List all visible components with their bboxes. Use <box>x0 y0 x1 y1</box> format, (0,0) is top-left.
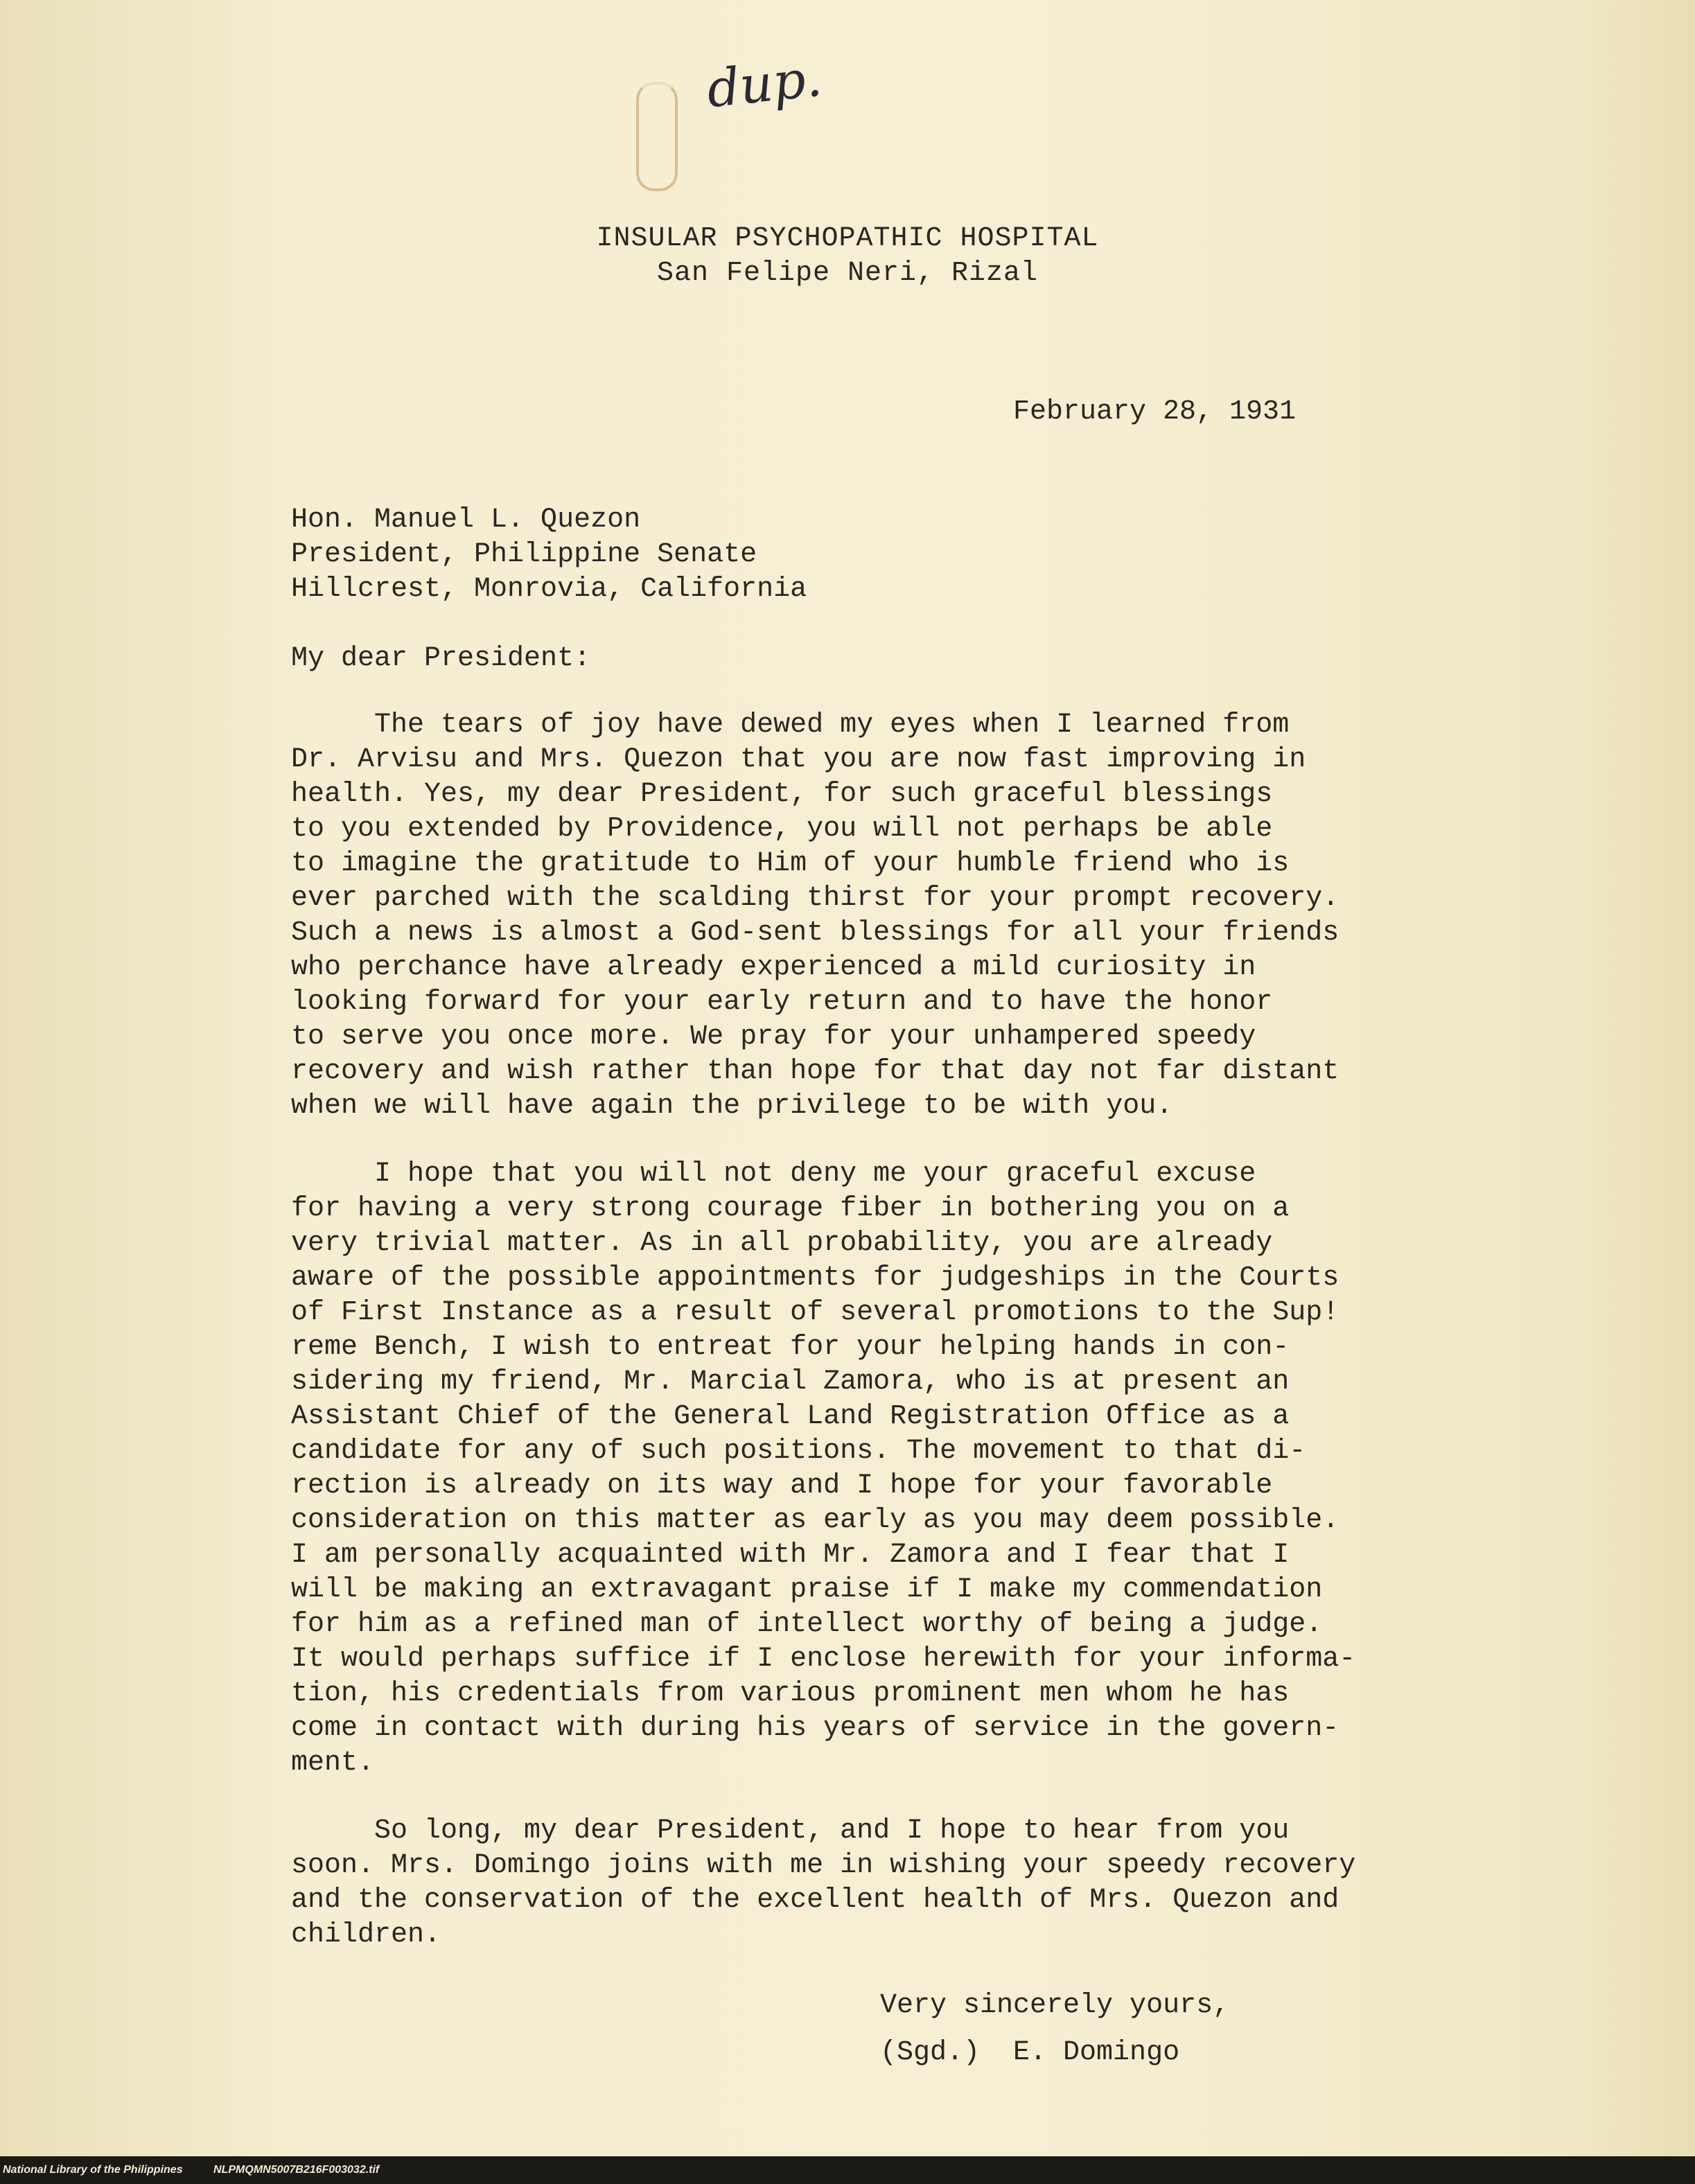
handwritten-note: dup. <box>703 48 825 120</box>
text-line: soon. Mrs. Domingo joins with me in wishing your speedy recovery <box>291 1850 1356 1881</box>
text-line: children. <box>291 1919 441 1950</box>
text-line: aware of the possible appointments for judgeships in the Courts <box>291 1262 1340 1294</box>
recipient-title: President, Philippine Senate <box>291 539 757 570</box>
text-line: sidering my friend, Mr. Marcial Zamora, who is at present an <box>291 1366 1290 1398</box>
letterhead-institution: INSULAR PSYCHOPATHIC HOSPITAL <box>596 223 1099 254</box>
text-line: very trivial matter. As in all probability, you are already <box>291 1228 1273 1259</box>
signature: (Sgd.) E. Domingo <box>880 2037 1180 2068</box>
letter-date: February 28, 1931 <box>1013 396 1297 428</box>
archive-footer-bar <box>0 2156 1695 2184</box>
recipient-address: Hillcrest, Monrovia, California <box>291 574 807 605</box>
text-line: The tears of joy have dewed my eyes when I learned from <box>291 710 1290 741</box>
text-line: It would perhaps suffice if I enclose herewith for your informa- <box>291 1644 1356 1675</box>
text-line: to you extended by Providence, you will not perhaps be able <box>291 813 1273 845</box>
text-line: when we will have again the privilege to be with you. <box>291 1091 1173 1122</box>
text-line: I am personally acquainted with Mr. Zamora and I fear that I <box>291 1540 1290 1571</box>
text-line: ever parched with the scalding thirst for your prompt recovery. <box>291 883 1340 914</box>
text-line: Such a news is almost a God-sent blessings for all your friends <box>291 917 1340 949</box>
text-line: health. Yes, my dear President, for such graceful blessings <box>291 779 1273 810</box>
archive-file-id: NLPMQMN5007B216F003032.tif <box>213 2164 380 2176</box>
text-line: recovery and wish rather than hope for that day not far distant <box>291 1056 1340 1087</box>
text-line: looking forward for your early return and to have the honor <box>291 987 1273 1018</box>
recipient-name: Hon. Manuel L. Quezon <box>291 504 641 536</box>
text-line: to imagine the gratitude to Him of your humble friend who is <box>291 848 1290 879</box>
text-line: will be making an extravagant praise if I make my commendation <box>291 1574 1323 1605</box>
text-line: reme Bench, I wish to entreat for your helping hands in con- <box>291 1332 1290 1363</box>
text-line: So long, my dear President, and I hope to hear from you <box>291 1815 1290 1847</box>
text-line: to serve you once more. We pray for your unhampered speedy <box>291 1021 1256 1053</box>
text-line: consideration on this matter as early as you may deem possible. <box>291 1505 1340 1536</box>
paperclip-stain <box>636 82 678 191</box>
text-line: Dr. Arvisu and Mrs. Quezon that you are now fast improving in <box>291 744 1306 775</box>
archive-name: National Library of the Philippines <box>3 2164 183 2176</box>
text-line: candidate for any of such positions. The movement to that di- <box>291 1436 1306 1467</box>
body-paragraph-1 <box>291 708 1469 1124</box>
salutation: My dear President: <box>291 643 591 674</box>
text-line: Assistant Chief of the General Land Registration Office as a <box>291 1401 1290 1432</box>
text-line: tion, his credentials from various prominent men whom he has <box>291 1678 1290 1709</box>
text-line: for having a very strong courage fiber in bothering you on a <box>291 1193 1290 1224</box>
text-line: for him as a refined man of intellect worthy of being a judge. <box>291 1609 1323 1640</box>
text-line: I hope that you will not deny me your graceful excuse <box>291 1159 1256 1190</box>
body-paragraph-2 <box>291 1157 1469 1781</box>
text-line: of First Instance as a result of several promotions to the Sup! <box>291 1297 1340 1328</box>
body-paragraph-3 <box>291 1814 1469 1953</box>
text-line: rection is already on its way and I hope for your favorable <box>291 1470 1273 1502</box>
text-line: and the conservation of the excellent health of Mrs. Quezon and <box>291 1885 1340 1916</box>
text-line: ment. <box>291 1747 375 1779</box>
valediction: Very sincerely yours, <box>880 1990 1230 2021</box>
text-line: who perchance have already experienced a mild curiosity in <box>291 952 1256 983</box>
text-line: come in contact with during his years of service in the govern- <box>291 1713 1340 1744</box>
letterhead-location: San Felipe Neri, Rizal <box>656 258 1039 289</box>
